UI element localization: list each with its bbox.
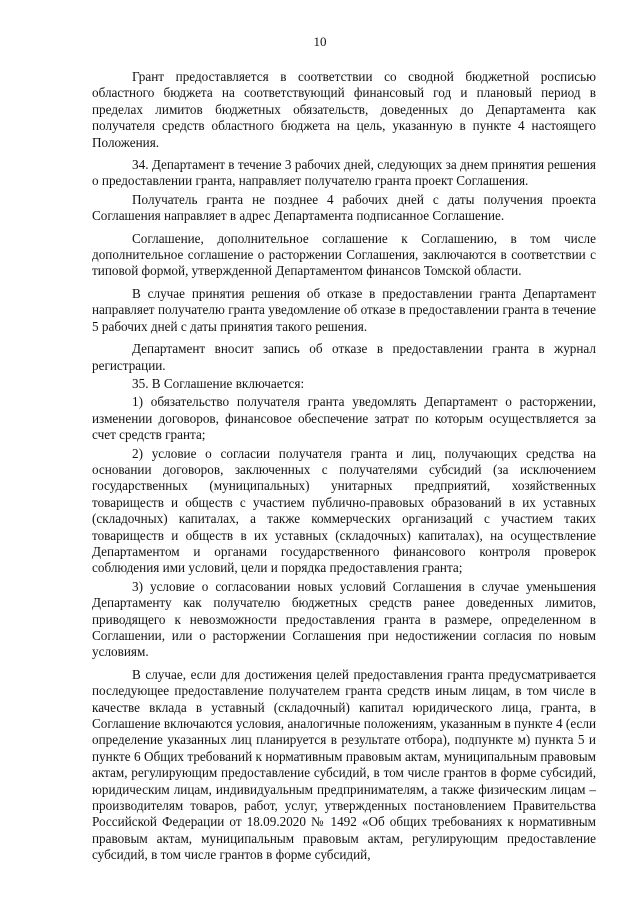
body-text [92,69,596,870]
paragraph-third-parties: В случае, если для достижения целей предоставления гранта предусматривается последующее предоставление получателем гранта средств иным лицам, в том числе в качестве вклада в уставный (складочный) капитал юридического лица, гранта, в Соглашение включаются условия, аналогичные положениям, указанным в пункте 4 (если определение указанных лиц планируется в результате отбора), подпункте м) пункта 5 и пункте 6 Общих требований к нормативным правовым актам, муниципальным правовым актам, регулирующим предоставление субсидий, в том числе грантов в форме субсидий, юридическим лицам, индивидуальным предпринимателям, а также физическим лицам – производителям товаров, работ, услуг, утвержденных постановлением Правительства Российской Федерации от 18.09.2020 № 1492 «Об общих требованиях к нормативным правовым актам, муниципальным правовым актам, регулирующим предоставление субсидий, в том числе грантов в форме субсидий, [92,666,596,863]
paragraph-standard-form: Соглашение, дополнительное соглашение к Соглашению, в том числе дополнительное соглашение о расторжении Соглашения, заключаются в соответствии с типовой формой, утвержденной Департаментом финансов Томской области. [92,230,596,279]
paragraph-refusal-notice: В случае принятия решения об отказе в предоставлении гранта Департамент направляет получателю гранта уведомление об отказе в предоставлении гранта в течение 5 рабочих дней с даты принятия такого решения. [92,285,596,334]
paragraph-refusal-journal: Департамент вносит запись об отказе в предоставлении гранта в журнал регистрации. [92,341,596,373]
paragraph-item-35: 35. В Соглашение включается: [132,375,305,391]
paragraph-item-34: 34. Департамент в течение 3 рабочих дней, следующих за днем принятия решения о предоставлении гранта, направляет получателю гранта проект Соглашения. [92,157,596,189]
paragraph-subitem-3: 3) условие о согласовании новых условий Соглашения в случае уменьшения Департаменту как получателю бюджетных средств ранее доведенных лимитов, приводящего к невозможности предоставления гранта в размере, определенном в Соглашении, или о расторжении Соглашения при недостижении согласия по новым условиям. [92,578,596,660]
paragraph-subitem-1: 1) обязательство получателя гранта уведомлять Департамент о расторжении, изменении договоров, финансовое обеспечение затрат по которым осуществляется за счет средств гранта; [92,394,596,443]
paragraph-signed-agreement: Получатель гранта не позднее 4 рабочих дней с даты получения проекта Соглашения направляет в адрес Департамента подписанное Соглашение. [92,191,596,224]
page-number: 10 [313,34,327,49]
paragraph-subitem-2: 2) условие о согласии получателя гранта и лиц, получающих средства на основании договоров, заключенных с получателями субсидий (за исключением государственных (муниципальных) унитарных предприятий, хозяйственных товариществ и обществ с участием публично-правовых образований в их уставных (складочных) капиталах, а также коммерческих организаций с участием таких товариществ и обществ в их уставных (складочных) капиталах), на осуществление Департаментом и органами государственного финансового контроля проверок соблюдения ими условий, цели и порядка предоставления гранта; [92,445,596,576]
paragraph-grant-budget: Грант предоставляется в соответствии со сводной бюджетной росписью областного бюджета на соответствующий финансовый год и плановый период в пределах лимитов бюджетных обязательств, доведенных до Департамента как получателя средств областного бюджета на цель, указанную в пункте 4 настоящего Положения. [92,69,596,150]
